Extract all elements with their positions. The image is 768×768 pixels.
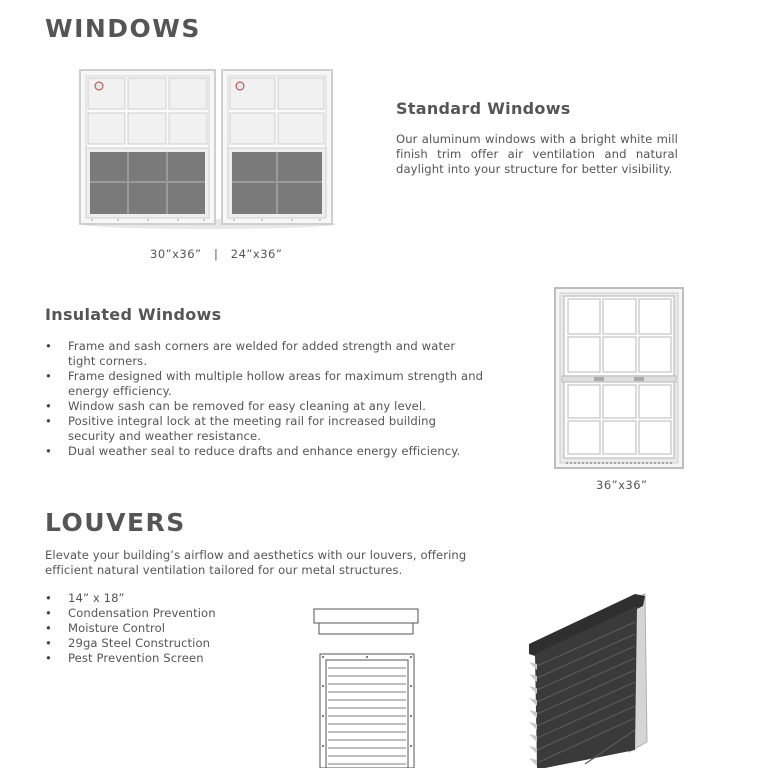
- insulated-window-size-caption: 36”x36”: [596, 478, 648, 492]
- insulated-window-image: [554, 287, 688, 471]
- list-item: • Condensation Prevention: [45, 606, 305, 621]
- list-item: • 29ga Steel Construction: [45, 636, 305, 651]
- list-item: • Frame and sash corners are welded for added strength and water tight corners.: [45, 339, 485, 369]
- list-item: • Dual weather seal to reduce drafts and enhance energy efficiency.: [45, 444, 485, 459]
- insulated-windows-title: Insulated Windows: [45, 305, 222, 324]
- standard-windows-title: Standard Windows: [396, 99, 571, 118]
- standard-windows-description: Our aluminum windows with a bright white mill finish trim offer air ventilation and natural daylight into your structure for better visibility.: [396, 132, 678, 176]
- louvers-heading: LOUVERS: [45, 508, 186, 537]
- list-item: • 14” x 18”: [45, 591, 305, 606]
- insulated-features-list: [45, 339, 485, 459]
- louver-drawing: [310, 606, 426, 768]
- windows-heading: WINDOWS: [45, 14, 201, 43]
- list-item: • Window sash can be removed for easy cleaning at any level.: [45, 399, 485, 414]
- louver-features-list: [45, 591, 305, 666]
- louvers-intro: Elevate your building’s airflow and aesthetics with our louvers, offering efficient natural ventilation tailored for our metal structures.: [45, 548, 467, 577]
- list-item: • Moisture Control: [45, 621, 305, 636]
- standard-windows-size-caption: 30”x36” | 24”x36”: [150, 247, 283, 261]
- list-item: • Frame designed with multiple hollow areas for maximum strength and energy efficiency.: [45, 369, 485, 399]
- list-item: • Positive integral lock at the meeting rail for increased building security and weather resistance.: [45, 414, 485, 444]
- louver-3d-image: [525, 592, 657, 768]
- list-item: • Pest Prevention Screen: [45, 651, 305, 666]
- standard-windows-image: [78, 68, 338, 230]
